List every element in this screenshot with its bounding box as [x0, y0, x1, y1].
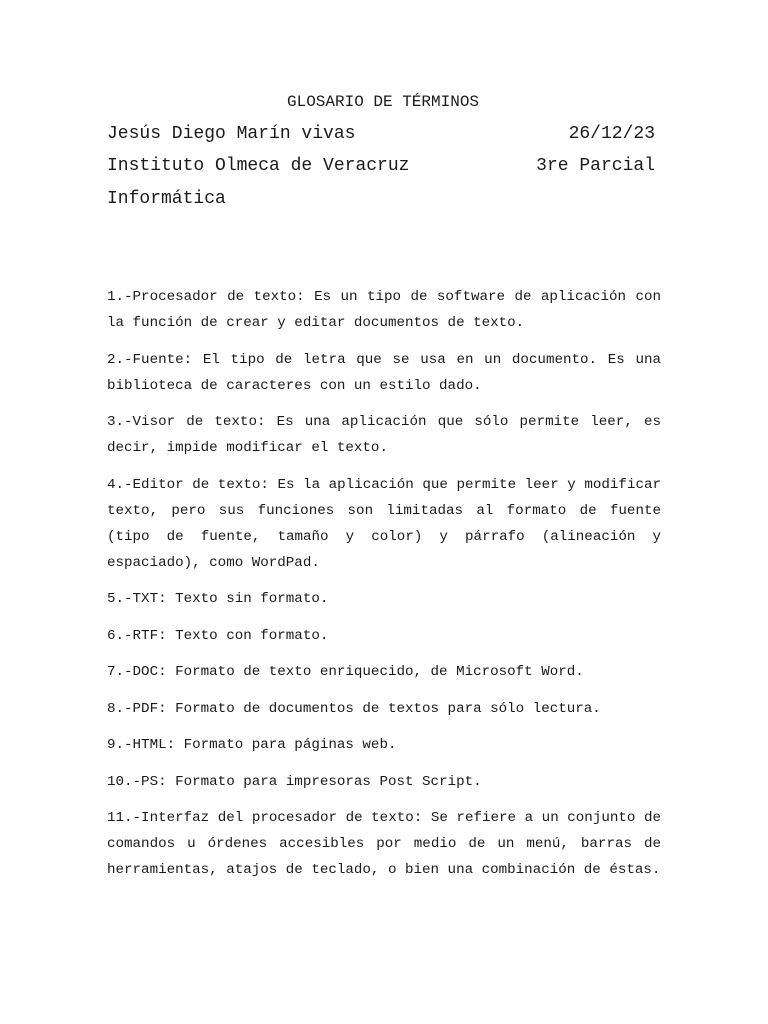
header-row-author-date: [107, 123, 655, 145]
glossary-entry-6: 6.-RTF: Texto con formato.: [107, 627, 329, 644]
institution-name: Instituto Olmeca de Veracruz: [107, 156, 410, 176]
period-label: 3re Parcial: [536, 156, 655, 176]
document-title-text: GLOSARIO DE TÉRMINOS: [286, 93, 480, 111]
glossary-entry-7: 7.-DOC: Formato de texto enriquecido, de Microsoft Word.: [107, 664, 584, 680]
document-title: [107, 92, 661, 112]
glossary-entry-1: 1.-Procesador de texto: Es un tipo de software de aplicación con la función de crear y editar documentos de texto.: [107, 289, 661, 331]
glossary-entry-8: 8.-PDF: Formato de documentos de textos para sólo lectura.: [107, 700, 601, 717]
header-row-subject: [107, 188, 655, 210]
glossary-entry-10: 10.-PS: Formato para impresoras Post Script.: [107, 773, 482, 790]
glossary-entry-3: 3.-Visor de texto: Es una aplicación que sólo permite leer, es decir, impide modificar el texto.: [107, 414, 661, 456]
glossary-entry-9: 9.-HTML: Formato para páginas web.: [107, 737, 397, 753]
glossary-entry-4: 4.-Editor de texto: Es la aplicación que permite leer y modificar texto, pero sus funciones son limitadas al formato de fuente (tipo de fuente, tamaño y color) y párrafo (alineación y espaciado), como WordPad.: [107, 476, 661, 571]
subject-name: Informática: [107, 189, 226, 209]
glossary-entry-5: 5.-TXT: Texto sin formato.: [107, 591, 329, 607]
glossary-body: [107, 284, 661, 894]
header-row-institution-period: [107, 155, 655, 177]
glossary-entry-2: 2.-Fuente: El tipo de letra que se usa en un documento. Es una biblioteca de caracteres con un estilo dado.: [107, 351, 661, 394]
glossary-entry-11: 11.-Interfaz del procesador de texto: Se refiere a un conjunto de comandos u órdenes accesibles por medio de un menú, barras de herramientas, atajos de teclado, o bien una combinación de éstas.: [107, 810, 661, 878]
author-name: Jesús Diego Marín vivas: [107, 124, 356, 144]
document-date: 26/12/23: [568, 124, 655, 144]
